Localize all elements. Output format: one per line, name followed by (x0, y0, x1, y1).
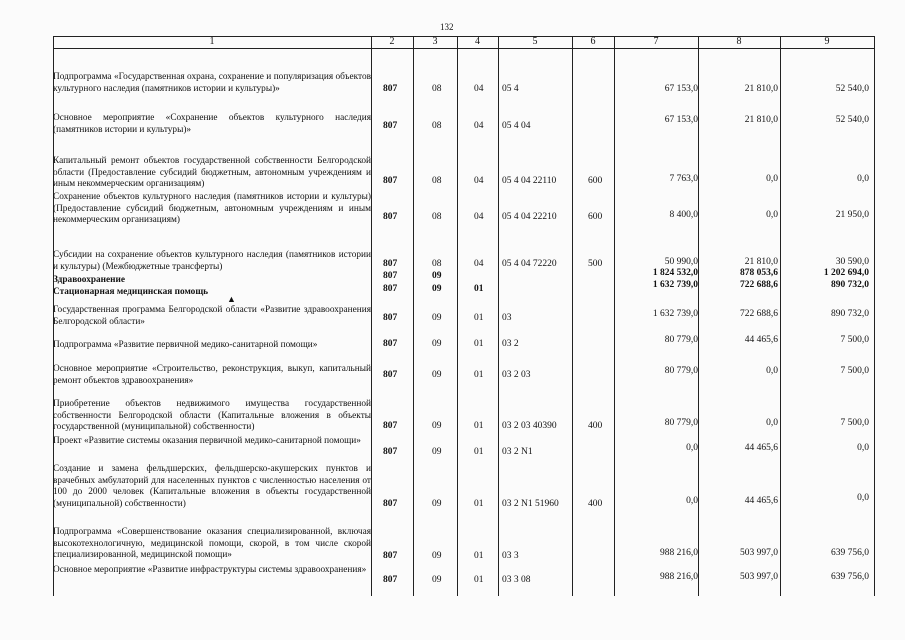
cell-section: 08 (432, 259, 442, 269)
cell-section: 08 (432, 84, 442, 94)
cell-section: 09 (432, 313, 442, 323)
cell-amount-3: 639 756,0 (831, 572, 869, 582)
cell-admin-code: 807 (383, 259, 398, 269)
cell-section: 09 (432, 551, 442, 561)
column-divider (371, 36, 372, 596)
cell-admin-code: 807 (383, 121, 398, 131)
cell-amount-3: 0,0 (857, 443, 869, 453)
cell-section: 09 (432, 499, 442, 509)
header-col-8: 8 (736, 36, 742, 47)
cell-amount-1: 7 763,0 (669, 174, 698, 184)
cell-target-article: 03 3 (502, 551, 519, 561)
cell-target-article: 05 4 (502, 84, 519, 94)
cell-amount-3: 7 500,0 (840, 335, 869, 345)
cell-amount-2: 21 810,0 (744, 257, 778, 267)
row-description: Основное мероприятие «Сохранение объектов культурного наследия (памятников истории и культуры)» (53, 113, 371, 135)
cell-amount-1: 988 216,0 (660, 572, 698, 582)
cell-section: 09 (432, 421, 442, 431)
column-divider (457, 36, 458, 596)
header-col-1: 1 (209, 36, 215, 47)
cell-amount-1: 80 779,0 (664, 418, 698, 428)
cell-section: 08 (432, 212, 442, 222)
header-col-7: 7 (653, 36, 659, 47)
cell-amount-3: 7 500,0 (840, 366, 869, 376)
row-description: Стационарная медицинская помощь (53, 287, 209, 297)
row-description: Капитальный ремонт объектов государственной собственности Белгородской области (Предоставление субсидий бюджетным, автономным учреждениям и иным некоммерческим организациям) (53, 156, 371, 189)
column-divider (780, 36, 781, 596)
cell-section: 09 (432, 575, 442, 585)
header-col-2: 2 (389, 36, 395, 47)
cell-amount-1: 1 632 739,0 (652, 280, 698, 290)
cell-section: 09 (432, 339, 442, 349)
cell-admin-code: 807 (383, 84, 398, 94)
cell-target-article: 03 2 03 (502, 370, 531, 380)
cell-amount-3: 21 950,0 (835, 210, 869, 220)
cell-admin-code: 807 (383, 447, 398, 457)
row-description: Приобретение объектов недвижимого имущества государственной собственности Белгородской области (Капитальные вложения в объекты государственной (муниципальной) собственности) (53, 399, 371, 432)
header-col-3: 3 (432, 36, 438, 47)
cell-subsection: 01 (474, 284, 484, 294)
cell-admin-code: 807 (383, 370, 398, 380)
column-divider (572, 36, 573, 596)
cell-amount-3: 890 732,0 (831, 309, 869, 319)
page-number: 132 (440, 22, 454, 32)
cell-section: 09 (432, 370, 442, 380)
cell-amount-1: 67 153,0 (664, 84, 698, 94)
cell-amount-1: 988 216,0 (660, 548, 698, 558)
cell-amount-2: 44 465,6 (744, 443, 778, 453)
cell-expense-type: 600 (588, 176, 603, 186)
cell-amount-1: 80 779,0 (664, 335, 698, 345)
header-col-9: 9 (824, 36, 830, 47)
cell-amount-2: 21 810,0 (744, 115, 778, 125)
cell-amount-2: 44 465,6 (744, 496, 778, 506)
cell-amount-2: 722 688,6 (740, 280, 778, 290)
cell-section: 09 (432, 284, 442, 294)
cell-amount-3: 52 540,0 (835, 115, 869, 125)
header-col-4: 4 (475, 36, 480, 47)
cell-amount-1: 0,0 (686, 443, 698, 453)
cell-amount-3: 0,0 (857, 174, 869, 184)
cell-amount-1: 50 990,0 (664, 257, 698, 267)
cell-admin-code: 807 (383, 575, 398, 585)
cell-amount-1: 1 824 532,0 (652, 268, 698, 278)
cell-section: 08 (432, 176, 442, 186)
row-description: Здравоохранение (53, 275, 126, 285)
row-description: Сохранение объектов культурного наследия (памятников истории и культуры) (Предоставление субсидий бюджетным, автономным учреждениям и иным некоммерческим организациям) (53, 192, 371, 225)
row-description: Подпрограмма «Государственная охрана, сохранение и популяризация объектов культурного наследия (памятников истории и культуры)» (53, 72, 371, 94)
cell-subsection: 04 (474, 212, 484, 222)
row-description: Создание и замена фельдшерских, фельдшерско-акушерских пунктов и врачебных амбулаторий для населенных пунктов с численностью населения от 100 до 2000 человек (Капитальные вложения в объекты государственной (муниципальной) собственности) (53, 464, 371, 509)
cell-target-article: 03 2 N1 (502, 447, 533, 457)
cell-subsection: 04 (474, 121, 484, 131)
row-description: Государственная программа Белгородской области «Развитие здравоохранения Белгородской области» (53, 305, 371, 327)
column-divider (498, 36, 499, 596)
cell-amount-1: 0,0 (686, 496, 698, 506)
cell-amount-2: 44 465,6 (744, 335, 778, 345)
cell-target-article: 03 2 03 40390 (502, 421, 557, 431)
cell-subsection: 01 (474, 421, 484, 431)
cell-subsection: 01 (474, 370, 484, 380)
cell-amount-2: 0,0 (766, 418, 778, 428)
cell-subsection: 04 (474, 84, 484, 94)
cell-expense-type: 600 (588, 212, 603, 222)
cell-target-article: 05 4 04 (502, 121, 531, 131)
column-divider (698, 36, 699, 596)
row-description: Подпрограмма «Развитие первичной медико-санитарной помощи» (53, 340, 318, 350)
cell-section: 09 (432, 447, 442, 457)
header-col-5: 5 (532, 36, 538, 47)
cell-admin-code: 807 (383, 339, 398, 349)
cell-amount-1: 8 400,0 (669, 210, 698, 220)
cell-amount-2: 21 810,0 (744, 84, 778, 94)
cell-target-article: 03 2 (502, 339, 519, 349)
cell-subsection: 01 (474, 339, 484, 349)
cell-admin-code: 807 (383, 284, 398, 294)
cell-admin-code: 807 (383, 176, 398, 186)
scan-marker: ▲ (227, 294, 236, 304)
cell-amount-2: 878 053,6 (740, 268, 778, 278)
row-description: Подпрограмма «Совершенствование оказания специализированной, включая высокотехнологичную, медицинской помощи, скорой, в том числе скорой специализированной, медицинской помощи» (53, 527, 371, 560)
cell-amount-3: 1 202 694,0 (823, 268, 869, 278)
cell-target-article: 05 4 04 22110 (502, 176, 557, 186)
cell-amount-3: 890 732,0 (831, 280, 869, 290)
cell-section: 08 (432, 121, 442, 131)
column-divider (413, 36, 414, 596)
cell-section: 09 (432, 271, 442, 281)
cell-expense-type: 400 (588, 421, 603, 431)
cell-amount-2: 0,0 (766, 174, 778, 184)
cell-admin-code: 807 (383, 271, 398, 281)
column-divider (874, 36, 875, 596)
cell-target-article: 03 (502, 313, 512, 323)
cell-amount-3: 52 540,0 (835, 84, 869, 94)
cell-subsection: 01 (474, 499, 484, 509)
cell-subsection: 01 (474, 313, 484, 323)
cell-amount-1: 80 779,0 (664, 366, 698, 376)
cell-subsection: 04 (474, 176, 484, 186)
cell-expense-type: 400 (588, 499, 603, 509)
cell-amount-3: 30 590,0 (835, 257, 869, 267)
cell-amount-2: 722 688,6 (740, 309, 778, 319)
cell-admin-code: 807 (383, 499, 398, 509)
row-description: Субсидии на сохранение объектов культурного наследия (памятников истории и культуры) (Межбюджетные трансферты) (53, 250, 371, 272)
cell-amount-1: 1 632 739,0 (652, 309, 698, 319)
cell-amount-2: 503 997,0 (740, 572, 778, 582)
cell-subsection: 04 (474, 259, 484, 269)
cell-amount-1: 67 153,0 (664, 115, 698, 125)
header-bottom-border (53, 48, 875, 49)
cell-amount-3: 0,0 (857, 493, 869, 503)
cell-amount-2: 0,0 (766, 210, 778, 220)
cell-target-article: 03 2 N1 51960 (502, 499, 559, 509)
cell-subsection: 01 (474, 447, 484, 457)
cell-subsection: 01 (474, 551, 484, 561)
column-divider (614, 36, 615, 596)
cell-target-article: 05 4 04 72220 (502, 259, 557, 269)
cell-admin-code: 807 (383, 212, 398, 222)
cell-subsection: 01 (474, 575, 484, 585)
cell-admin-code: 807 (383, 551, 398, 561)
cell-admin-code: 807 (383, 313, 398, 323)
cell-amount-3: 7 500,0 (840, 418, 869, 428)
cell-target-article: 05 4 04 22210 (502, 212, 557, 222)
cell-amount-2: 0,0 (766, 366, 778, 376)
cell-expense-type: 500 (588, 259, 603, 269)
cell-amount-2: 503 997,0 (740, 548, 778, 558)
cell-target-article: 03 3 08 (502, 575, 531, 585)
row-description: Основное мероприятие «Развитие инфраструктуры системы здравоохранения» (53, 565, 367, 575)
cell-amount-3: 639 756,0 (831, 548, 869, 558)
header-col-6: 6 (590, 36, 596, 47)
row-description: Основное мероприятие «Строительство, реконструкция, выкуп, капитальный ремонт объектов здравоохранения» (53, 364, 371, 386)
row-description: Проект «Развитие системы оказания первичной медико-санитарной помощи» (53, 436, 361, 446)
cell-admin-code: 807 (383, 421, 398, 431)
